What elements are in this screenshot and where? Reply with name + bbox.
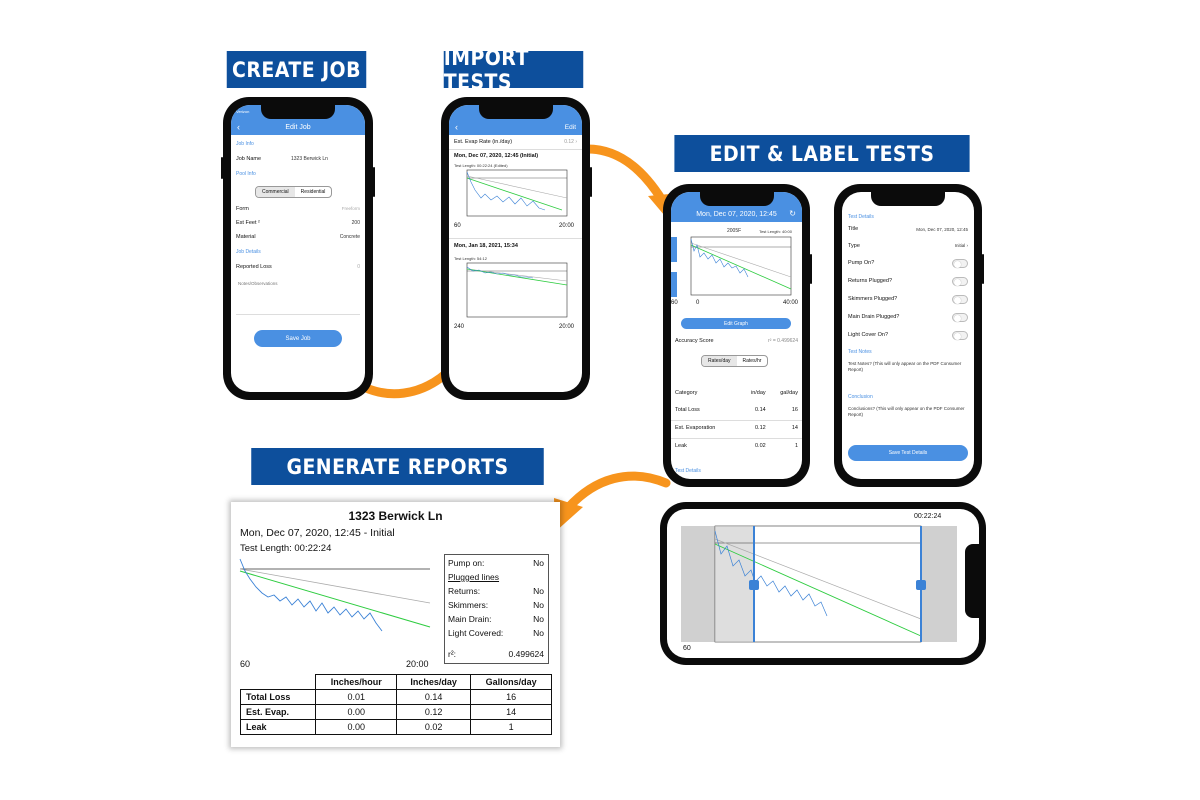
est-feet-field[interactable]: 200 [351, 220, 360, 226]
table-cell: 0.14 [397, 690, 471, 705]
col-in-day: in/day [751, 390, 766, 396]
table-header-in-hour: Inches/hour [316, 675, 397, 690]
section-test-details: Test Details [848, 214, 874, 220]
edit-graph-screen [671, 192, 802, 479]
notch-side [965, 544, 979, 618]
table-row [241, 720, 552, 735]
table-header-gal-day: Gallons/day [471, 675, 552, 690]
import-tests-banner: IMPORT TESTS [444, 51, 584, 88]
type-value[interactable]: Initial › [954, 243, 968, 248]
table-header-blank [241, 675, 316, 690]
back-chevron-icon[interactable]: ‹ [455, 122, 458, 132]
title-value[interactable]: Mon, Dec 07, 2020, 12:45 [916, 227, 968, 232]
row-leak-in: 0.02 [755, 443, 766, 449]
title-label: Title [848, 226, 859, 232]
reported-loss-label: Reported Loss [236, 264, 272, 270]
phone-test-details [834, 184, 982, 487]
material-value[interactable]: Concrete [339, 234, 360, 240]
notes-box[interactable] [236, 277, 360, 315]
side-tab-lower[interactable] [671, 272, 677, 297]
main-drain-toggle[interactable] [952, 313, 968, 322]
row-evap-in: 0.12 [755, 425, 766, 431]
test1-chart[interactable] [467, 170, 567, 216]
test1-xmax: 20:00 [558, 223, 574, 229]
test-details-link[interactable]: Test Details [675, 468, 701, 474]
create-job-banner: CREATE JOB [227, 51, 367, 88]
accuracy-score-label: Accuracy Score [675, 338, 714, 344]
reported-loss-field[interactable]: 0 [357, 264, 360, 270]
phone-import-tests [441, 97, 590, 400]
report-date-line: Mon, Dec 07, 2020, 12:45 - Initial [240, 527, 395, 539]
light-covered-label: Light Covered: [448, 628, 504, 638]
seg-rates-day[interactable]: Rates/day [702, 356, 737, 366]
seg-residential[interactable]: Residential [300, 189, 326, 195]
pool-type-segmented[interactable] [255, 186, 332, 198]
phone-edit-graph [663, 184, 810, 487]
table-row [241, 705, 552, 720]
type-label: Type [848, 243, 860, 249]
row-total-loss-gal: 16 [791, 407, 798, 413]
toggle-skimmers-label: Skimmers Plugged? [848, 296, 898, 302]
toggle-pump-label: Pump On? [848, 260, 875, 266]
plugged-lines-heading: Plugged lines [448, 572, 500, 582]
conclusion-field[interactable]: Conclusions? (This will only appear on the PDF Consumer Report) [848, 406, 965, 417]
report-chart [240, 557, 430, 657]
generate-reports-banner: GENERATE REPORTS [251, 448, 544, 485]
table-cell: 0.01 [316, 690, 397, 705]
section-test-notes: Test Notes [848, 349, 872, 355]
test-info-box [444, 554, 549, 664]
form-label: Form [236, 206, 249, 212]
row-evap-gal: 14 [791, 425, 798, 431]
edit-label-tests-banner: EDIT & LABEL TESTS [674, 135, 969, 172]
row-leak-gal: 1 [794, 443, 798, 449]
x-max-label: 40:00 [782, 300, 798, 306]
landscape-chart[interactable] [681, 526, 957, 642]
table-cell: 14 [471, 705, 552, 720]
table-cell: 0.02 [397, 720, 471, 735]
pump-label: Pump on: [448, 558, 485, 568]
returns-value: No [533, 586, 544, 596]
skimmers-value: No [533, 600, 544, 610]
seg-commercial[interactable]: Commercial [256, 187, 295, 197]
table-row [241, 690, 552, 705]
skimmers-label: Skimmers: [448, 600, 489, 610]
test-length: Test Length: 40:00 [759, 229, 792, 234]
job-name-field[interactable]: 1323 Berwick Ln [291, 156, 328, 162]
import-tests-screen [449, 105, 582, 392]
table-cell: 0.12 [397, 705, 471, 720]
report-x-min: 60 [240, 659, 251, 669]
report-title: 1323 Berwick Ln [348, 509, 443, 523]
save-test-details-button[interactable]: Save Test Details [848, 445, 968, 461]
row-evap-label: Est. Evaporation [675, 425, 716, 431]
label-2005f: 2005F [727, 228, 742, 234]
edit-graph-button[interactable]: Edit Graph [681, 318, 791, 329]
edit-graph-chart[interactable] [691, 237, 791, 295]
report-test-length: Test Length: 00:22:24 [240, 543, 332, 554]
test1-xmin: 60 [454, 223, 461, 229]
r2-value: 0.499624 [508, 649, 544, 659]
test1-length: Test Length: 00:22:24 (Edited) [454, 163, 508, 168]
table-header-in-day: Inches/day [397, 675, 471, 690]
table-header-row [241, 675, 552, 690]
nav-title: Mon, Dec 07, 2020, 12:45 [696, 211, 777, 218]
test2-title[interactable]: Mon, Jan 18, 2021, 15:34 [454, 243, 518, 249]
table-cell: 16 [471, 690, 552, 705]
phone-create-job [223, 97, 373, 400]
report-x-max: 20:00 [406, 659, 429, 669]
side-tab-upper[interactable] [671, 237, 677, 262]
row-leak-label: Leak [675, 443, 687, 449]
table-cell: Est. Evap. [241, 705, 316, 720]
table-cell: 1 [471, 720, 552, 735]
light-covered-value: No [533, 628, 544, 638]
landscape-graph-screen [667, 509, 979, 658]
nav-title: Edit Job [285, 124, 311, 131]
test2-xmax: 20:00 [558, 324, 574, 330]
table-cell: Leak [241, 720, 316, 735]
returns-toggle[interactable] [952, 277, 968, 286]
table-cell: 0.00 [316, 720, 397, 735]
toggle-returns-label: Returns Plugged? [848, 278, 893, 284]
est-feet-label: Est Feet ² [236, 220, 260, 226]
back-chevron-icon[interactable]: ‹ [237, 122, 240, 132]
main-drain-value: No [533, 614, 544, 624]
report-summary-table [240, 674, 552, 735]
evap-rate-value[interactable]: 0.12 › [564, 139, 577, 145]
test2-length: Test Length: 54:12 [454, 256, 487, 261]
test-details-screen [842, 192, 974, 479]
arrow-edit-to-report [568, 476, 666, 508]
table-cell: Total Loss [241, 690, 316, 705]
x-min-label: 60 [671, 300, 678, 306]
carrier-label: Verizon [236, 109, 250, 114]
refresh-icon[interactable]: ↻ [789, 209, 796, 218]
table-cell: 0.00 [316, 705, 397, 720]
x-min-label: 60 [683, 645, 691, 652]
section-job-info: Job Info [236, 141, 254, 147]
x-mid-label: 0 [696, 300, 700, 306]
section-conclusion: Conclusion [848, 394, 873, 400]
col-gal-day: gal/day [780, 390, 798, 396]
pump-value: No [533, 558, 544, 568]
rate-unit-segmented[interactable] [701, 355, 768, 367]
evap-rate-label: Est. Evap Rate (in./day) [454, 139, 513, 145]
save-job-button[interactable]: Save Job [254, 330, 342, 347]
row-total-loss-label: Total Loss [675, 407, 700, 413]
notes-field[interactable]: Notes/Observations [238, 281, 278, 286]
phone-landscape-graph [660, 502, 986, 665]
test-notes-field[interactable]: Test Notes? (This will only appear on the PDF Consumer Report) [848, 361, 962, 372]
section-pool-info: Pool Info [236, 171, 256, 177]
col-category: Category [675, 390, 698, 396]
test1-title[interactable]: Mon, Dec 07, 2020, 12:45 (Initial) [454, 153, 539, 159]
row-total-loss-in: 0.14 [755, 407, 766, 413]
pump-toggle[interactable] [952, 259, 968, 268]
main-drain-label: Main Drain: [448, 614, 492, 624]
job-name-label: Job Name [236, 156, 262, 162]
material-label: Material [236, 234, 256, 240]
r2-label: r²: [448, 649, 457, 659]
toggle-main-drain-label: Main Drain Plugged? [848, 314, 900, 320]
test2-chart[interactable] [467, 263, 567, 317]
section-job-details: Job Details [236, 249, 261, 255]
test2-xmin: 240 [454, 324, 465, 330]
toggle-light-cover-label: Light Cover On? [848, 332, 889, 338]
light-cover-toggle[interactable] [952, 331, 968, 340]
edit-button[interactable]: Edit [564, 124, 576, 131]
seg-rates-hr[interactable]: Rates/hr [742, 358, 762, 364]
time-label: 00:22:24 [914, 513, 942, 520]
form-value[interactable]: Freeform [341, 206, 360, 211]
pdf-report [231, 502, 560, 747]
accuracy-score-value: r² = 0.499624 [768, 338, 798, 344]
skimmers-toggle[interactable] [952, 295, 968, 304]
create-job-screen [231, 105, 365, 392]
returns-label: Returns: [448, 586, 481, 596]
